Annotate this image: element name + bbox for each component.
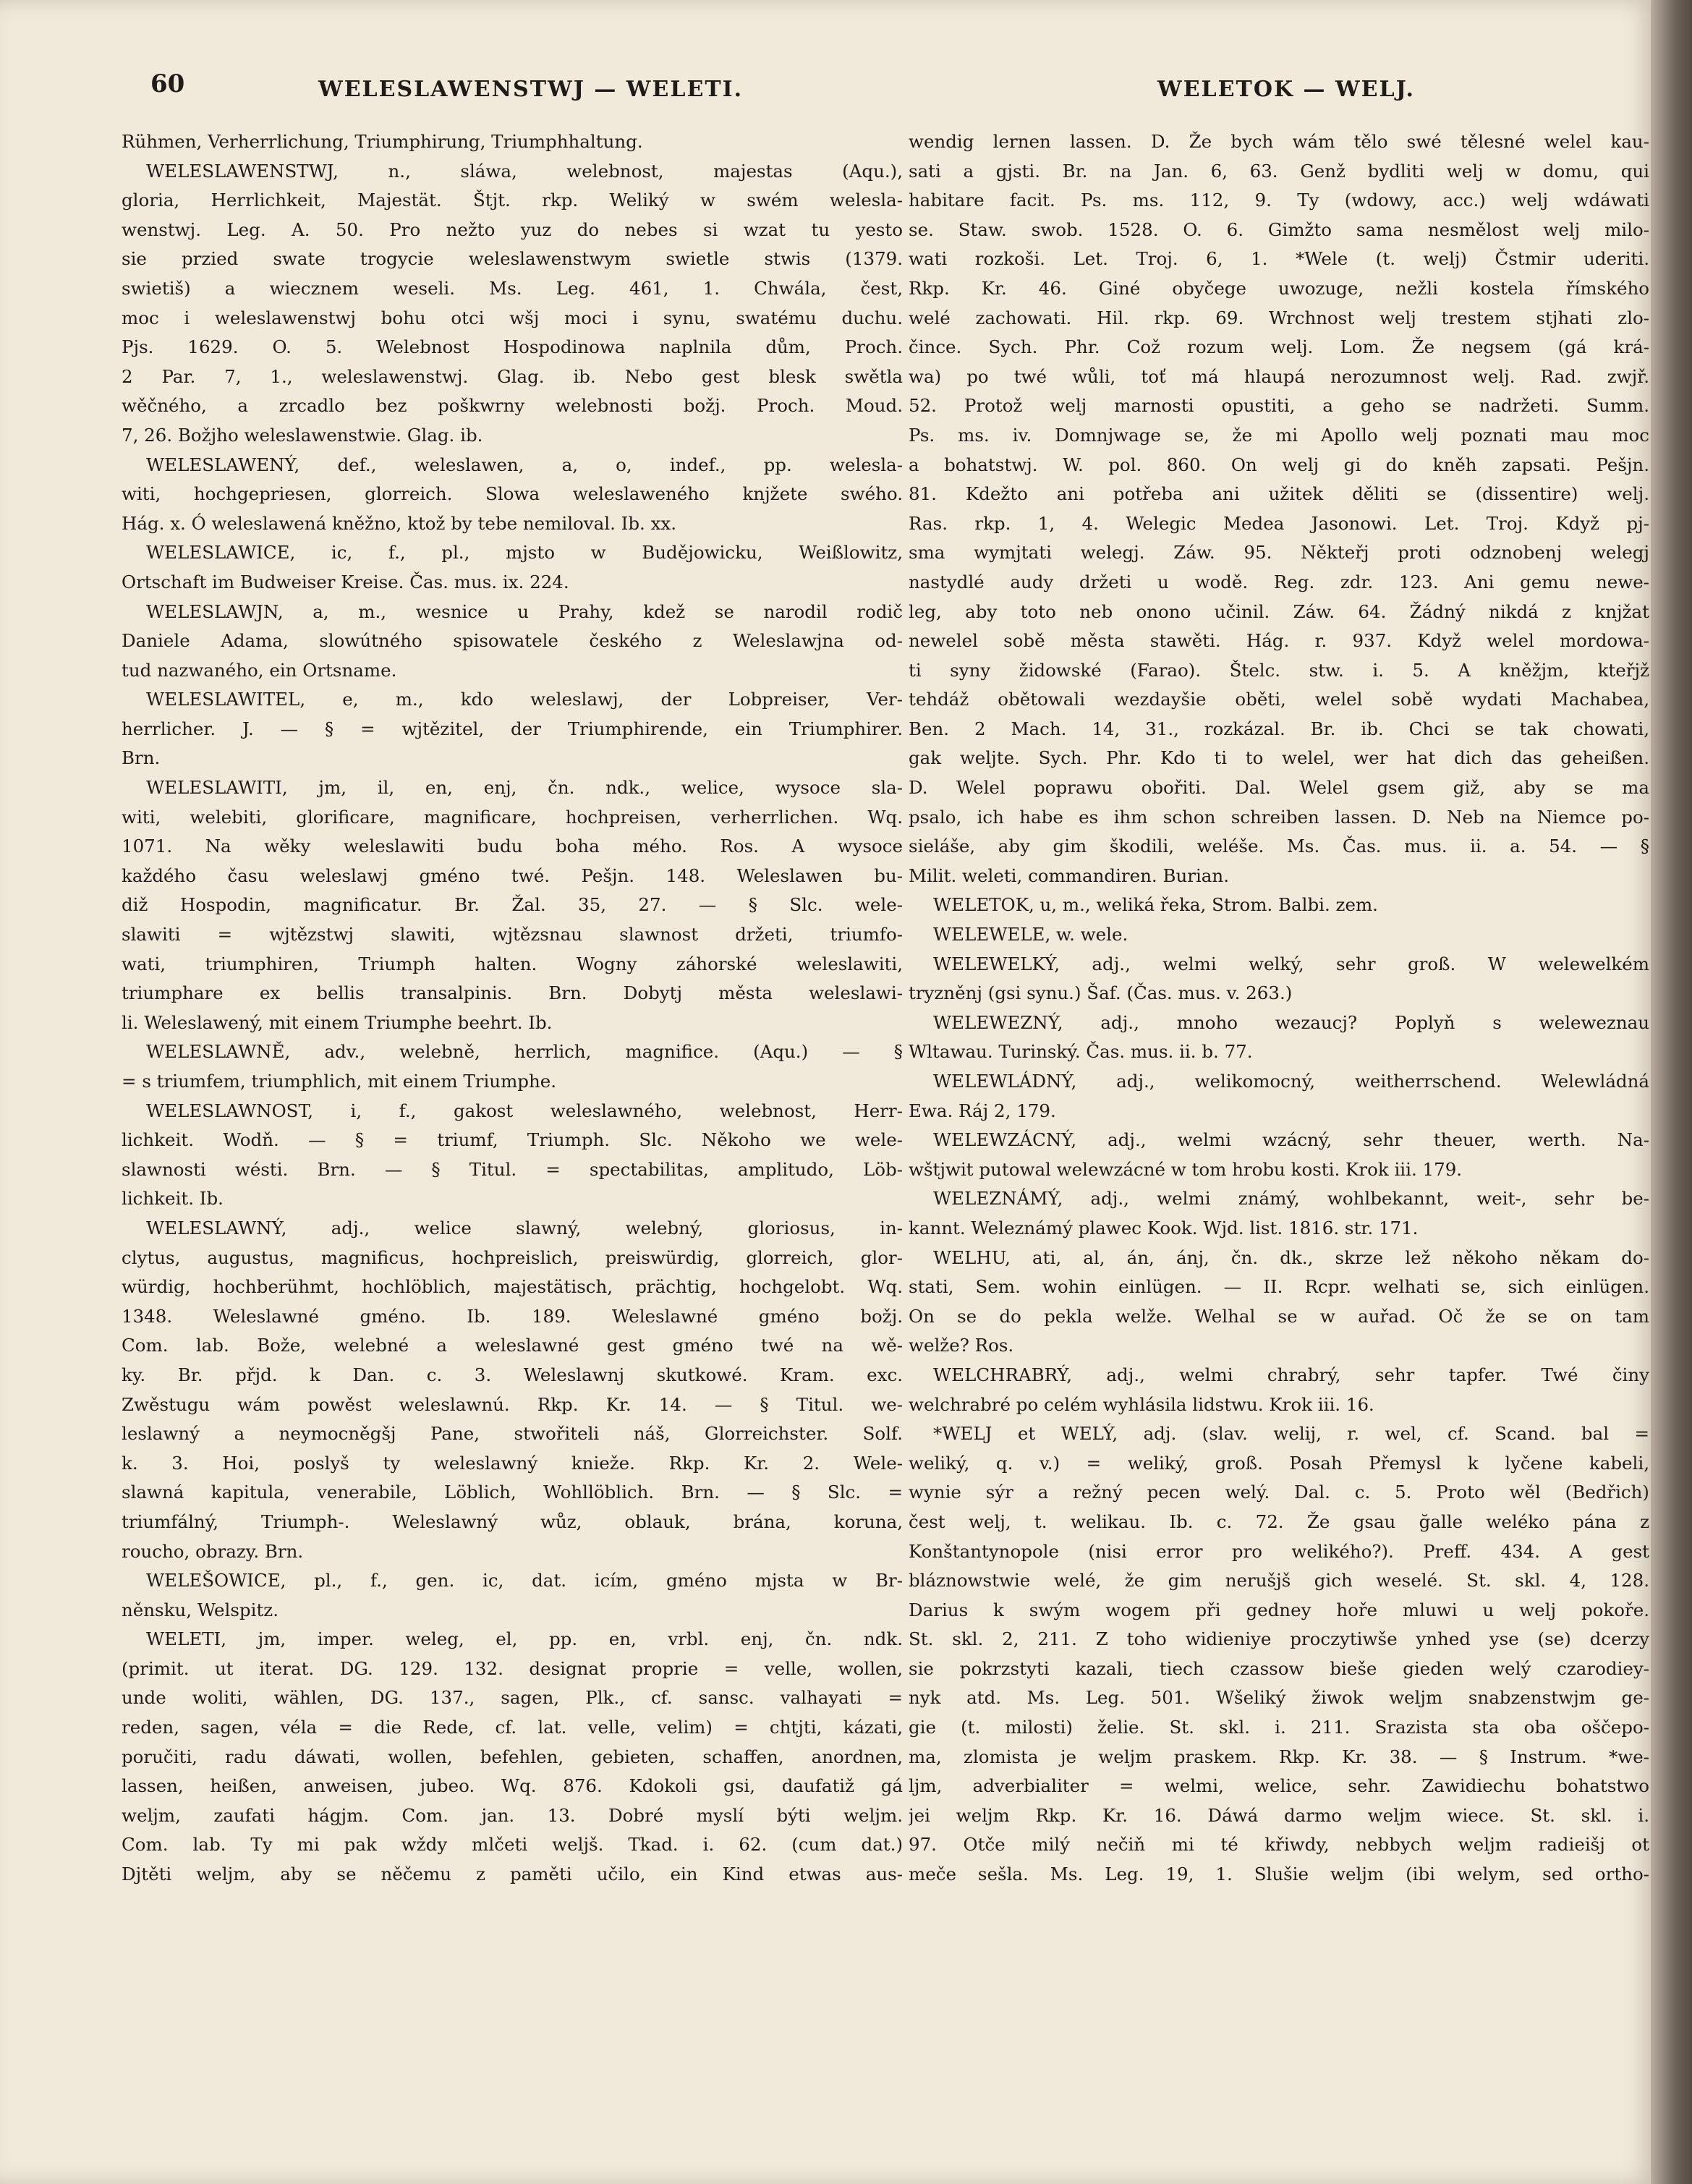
- text-line: čince. Sych. Phr. Což rozum welj. Lom. Že negsem (gá krá-: [909, 336, 1649, 358]
- text-line: Com. lab. Ty mi pak wždy mlčeti welјš. Tkad. i. 62. (cum dat.): [122, 1834, 903, 1856]
- text-line: něnsku, Welspitz.: [122, 1599, 279, 1620]
- text-line: Ortschaft im Budweiser Kreise. Čas. mus. ix. 224.: [122, 571, 569, 592]
- text-line: každého času weleslawj gméno twé. Pešjn. 148. Weleslawen bu-: [122, 864, 903, 886]
- text-line: WELESLAWNĚ, adv., welebně, herrlich, magnifice. (Aqu.) — §: [146, 1041, 903, 1063]
- text-line: WELESLAWITI, jm, il, en, enj, čn. ndk., welice, wysoce sla-: [146, 777, 903, 799]
- text-line: triumphare ex bellis transalpinis. Brn. Dobytj města weleslawi-: [122, 982, 903, 1004]
- text-line: Ras. rkp. 1, 4. Welegic Medea Jasonowi. Let. Troj. Když pj-: [909, 512, 1649, 534]
- text-line: poručiti, radu dáwati, wollen, befehlen, gebieten, schaffen, anordnen,: [122, 1746, 903, 1767]
- text-line: *WELJ et WELÝ, adj. (slav. welij, r. wel, cf. Scand. bal =: [933, 1423, 1649, 1445]
- text-line: lichkeit. Wodň. — § = triumf, Triumph. Slc. Někoho we wele-: [122, 1129, 903, 1151]
- text-line: clytus, augustus, magnificus, hochpreislich, preiswürdig, glorreich, glor-: [122, 1246, 903, 1268]
- text-line: On se do pekla welže. Welhal se w auřad. Oč že se on tam: [909, 1305, 1649, 1327]
- running-header-left: WELESLAWENSTWJ — WELETI.: [318, 77, 744, 102]
- text-line: Rühmen, Verherrlichung, Triumphirung, Triumphhaltung.: [122, 131, 643, 152]
- text-line: 7, 26. Božjho weleslawenstwie. Glag. ib.: [122, 424, 483, 446]
- text-line: gie (t. milosti) želie. St. skl. i. 211. Srazista sta oba oščepo-: [909, 1717, 1649, 1738]
- text-line: wati, triumphiren, Triumph halten. Wogny záhorské weleslawiti,: [122, 953, 903, 974]
- text-line: meče sešla. Ms. Leg. 19, 1. Slušie weljm (ibi welym, sed ortho-: [909, 1864, 1649, 1885]
- text-line: 1348. Weleslawné gméno. Ib. 189. Weleslawné gméno božj.: [122, 1305, 903, 1327]
- text-line: WELEWLÁDNÝ, adj., welikomocný, weitherrschend. Welewládná: [933, 1071, 1649, 1092]
- text-line: kannt. Weleznámý plawec Kook. Wjd. list. 1816. str. 171.: [909, 1217, 1419, 1238]
- text-line: WELESLAWENSTWJ, n., sláwa, welebnost, majestas (Aqu.),: [146, 160, 903, 182]
- text-line: unde woliti, wählen, DG. 137., sagen, Plk., cf. sansc. valhayati =: [122, 1687, 903, 1709]
- text-line: WELEWELE, w. wele.: [933, 924, 1128, 946]
- text-line: wa) po twé wůli, toť má hlaupá nerozumnost welj. Rad. zwjř.: [909, 365, 1649, 387]
- text-line: li. Weleslawený, mit einem Triumphe beehrt. Ib.: [122, 1011, 553, 1033]
- text-line: diž Hospodin, magnificatur. Br. Žal. 35, 27. — § Slc. wele-: [122, 894, 903, 916]
- text-line: sieláše, aby gim škodili, weléše. Ms. Čas. mus. ii. a. 54. — §: [909, 836, 1649, 857]
- text-line: gak weljte. Sych. Phr. Kdo ti to welel, wer hat dich das geheißen.: [909, 747, 1649, 769]
- text-line: leg, aby toto neb onono učinil. Záw. 64. Žádný nikdá z knjžat: [909, 600, 1649, 622]
- text-line: WELCHRABRÝ, adj., welmi chrabrý, sehr tapfer. Twé činy: [933, 1364, 1649, 1385]
- text-line: sie pokrzstyti kazali, tiech czassow bieše gieden welý czarodiey-: [909, 1657, 1649, 1679]
- text-line: Darius k swým wogem při gedney hoře mluwi u welj pokoře.: [909, 1599, 1649, 1620]
- text-line: Daniele Adama, slowútného spisowatele českého z Weleslawjna od-: [122, 630, 903, 652]
- text-line: Milit. weleti, commandiren. Burian.: [909, 864, 1229, 886]
- text-line: WELEŠOWICE, pl., f., gen. ic, dat. icím, gméno mjsta w Br-: [146, 1570, 903, 1592]
- text-line: slawná kapitula, venerabile, Löblich, Wohllöblich. Brn. — § Slc. =: [122, 1482, 903, 1503]
- text-line: WELHU, ati, al, án, ánj, čn. dk., skrze lež někoho někam do-: [933, 1246, 1649, 1268]
- text-line: leslawný a neymocněgšj Pane, stwořiteli náš, Glorreichster. Solf.: [122, 1423, 903, 1445]
- text-line: Brn.: [122, 747, 161, 769]
- text-line: 2 Par. 7, 1., weleslawenstwj. Glag. ib. Nebo gest blesk swětla: [122, 365, 903, 387]
- text-line: newelel sobě města stawěti. Hág. r. 937. Když welel mordowa-: [909, 630, 1649, 652]
- text-line: reden, sagen, véla = die Rede, cf. lat. velle, velim) = chtjti, kázati,: [122, 1717, 903, 1738]
- text-line: stati, Sem. wohin einlügen. — II. Rcpr. welhati se, sich einlügen.: [909, 1276, 1649, 1298]
- page-number: 60: [150, 69, 185, 98]
- text-line: psalo, ich habe es ihm schon schreiben lassen. D. Neb na Niemce po-: [909, 806, 1649, 828]
- text-line: lichkeit. Ib.: [122, 1188, 224, 1210]
- text-line: witi, hochgepriesen, glorreich. Slowa weleslaweného knjžete swého.: [122, 483, 903, 505]
- text-line: moc i weleslawenstwj bohu otci wšj moci i synu, swatému duchu.: [122, 307, 903, 328]
- page-edge-shadow: [1651, 0, 1692, 2184]
- text-line: herrlicher. J. — § = wjtězitel, der Triumphirende, ein Triumphirer.: [122, 718, 903, 739]
- text-line: sma wymjtati welegj. Záw. 95. Někteřj proti odznobenj welegj: [909, 542, 1649, 564]
- text-line: 1071. Na wěky weleslawiti budu boha mého. Ros. A wysoce: [122, 836, 903, 857]
- text-line: = s triumfem, triumphlich, mit einem Triumphe.: [122, 1071, 557, 1092]
- text-line: Hág. x. Ó weleslawená kněžno, ktož by tebe nemiloval. Ib. xx.: [122, 512, 677, 534]
- text-line: nastydlé audy držeti u wodě. Reg. zdr. 123. Ani gemu newe-: [909, 571, 1649, 592]
- text-line: bláznowstwie welé, že gim nerušjš gich weselé. St. skl. 4, 128.: [909, 1570, 1649, 1592]
- text-line: WELEWZÁCNÝ, adj., welmi wzácný, sehr theuer, werth. Na-: [933, 1129, 1649, 1151]
- text-line: wendig lernen lassen. D. Že bych wám tělo swé tělesné welel kau-: [909, 131, 1649, 152]
- text-line: WELEWELKÝ, adj., welmi welký, sehr groß. W welewelkém: [933, 953, 1649, 974]
- text-line: Ben. 2 Mach. 14, 31., rozkázal. Br. ib. Chci se tak chowati,: [909, 718, 1649, 739]
- text-line: tehdáž obětowali wezdayšie oběti, welel sobě wydati Machabea,: [909, 689, 1649, 710]
- text-line: wštjwit putowal welewzácné w tom hrobu kosti. Krok iii. 179.: [909, 1158, 1463, 1180]
- text-line: Zwěstugu wám powěst weleslawnú. Rkp. Kr. 14. — § Titul. we-: [122, 1393, 903, 1415]
- text-line: Ewa. Ráj 2, 179.: [909, 1100, 1056, 1121]
- text-line: ky. Br. přjd. k Dan. c. 3. Weleslawnj skutkowé. Kram. exc.: [122, 1364, 903, 1385]
- text-line: ljm, adverbialiter = welmi, welice, sehr. Zawidiechu bohatstwo: [909, 1775, 1649, 1797]
- text-line: weljm, zaufati hágjm. Com. jan. 13. Dobré myslí býti weljm.: [122, 1804, 903, 1826]
- right-column: [909, 127, 1649, 1890]
- text-line: Konštantynopole (nisi error pro welikého?). Preff. 434. A gest: [909, 1540, 1649, 1562]
- text-line: swietiš) a wiecznem weseli. Ms. Leg. 461, 1. Chwála, čest,: [122, 277, 903, 299]
- text-line: WELESLAWICE, ic, f., pl., mjsto w Budějowicku, Weißlowitz,: [146, 542, 903, 564]
- text-line: roucho, obrazy. Brn.: [122, 1540, 304, 1562]
- running-header-right: WELETOK — WELJ.: [1157, 77, 1415, 102]
- text-line: Djtěti weljm, aby se něčemu z paměti učilo, ein Kind etwas aus-: [122, 1864, 903, 1885]
- text-line: WELESLAWNÝ, adj., welice slawný, welebný, gloriosus, in-: [146, 1217, 903, 1238]
- text-line: Rkp. Kr. 46. Giné obyčege uwozuge, nežli kostela římského: [909, 277, 1649, 299]
- text-line: St. skl. 2, 211. Z toho widieniye proczytiwše ynhed yse (se) dcerzy: [909, 1628, 1649, 1650]
- text-line: Com. lab. Bože, welebné a weleslawné gest gméno twé na wě-: [122, 1335, 903, 1356]
- text-line: sati a gjsti. Br. na Jan. 6, 63. Genž bydliti welj w domu, qui: [909, 160, 1649, 182]
- text-line: WELESLAWJN, a, m., wesnice u Prahy, kdež se narodil rodič: [146, 600, 903, 622]
- text-line: habitare facit. Ps. ms. 112, 9. Ty (wdowy, acc.) welj wdáwati: [909, 190, 1649, 211]
- text-line: čest welj, t. welikau. Ib. c. 72. Že gsau ğalle weléko pána z: [909, 1510, 1649, 1532]
- text-line: tud nazwaného, ein Ortsname.: [122, 659, 397, 681]
- text-line: D. Welel poprawu obořiti. Dal. Welel gsem giž, aby se ma: [909, 777, 1649, 799]
- text-line: 52. Protož welj marnosti opustiti, a geho se nadržeti. Summ.: [909, 395, 1649, 417]
- text-line: WELETI, jm, imper. weleg, el, pp. en, vrbl. enj, čn. ndk.: [146, 1628, 903, 1650]
- text-line: slawnosti wésti. Brn. — § Titul. = spectabilitas, amplitudo, Löb-: [122, 1158, 903, 1180]
- text-line: WELESLAWITEL, e, m., kdo weleslawj, der Lobpreiser, Ver-: [146, 689, 903, 710]
- text-line: welchrabré po celém wyhlásila lidstwu. Krok iii. 16.: [909, 1393, 1374, 1415]
- text-line: jei weljm Rkp. Kr. 16. Dáwá darmo weljm wiece. St. skl. i.: [909, 1804, 1649, 1826]
- left-column: [122, 127, 903, 1890]
- text-line: tryzněnj (gsi synu.) Šaf. (Čas. mus. v. 263.): [909, 982, 1293, 1004]
- text-line: WELETOK, u, m., weliká řeka, Strom. Balbi. zem.: [933, 894, 1378, 916]
- text-line: wenstwj. Leg. A. 50. Pro nežto yuz do nebes si wzat tu yesto: [122, 218, 903, 240]
- text-line: wati rozkoši. Let. Troj. 6, 1. *Wele (t. welj) Čstmir uderiti.: [909, 248, 1649, 270]
- text-line: lassen, heißen, anweisen, jubeo. Wq. 876. Kdokoli gsi, daufatiž gá: [122, 1775, 903, 1797]
- text-line: nyk atd. Ms. Leg. 501. Wšeliký žiwok weljm snabzenstwjm ge-: [909, 1687, 1649, 1709]
- text-line: Pjs. 1629. O. 5. Welebnost Hospodinowa naplnila dům, Proch.: [122, 336, 903, 358]
- text-line: wynie sýr a režný pecen welý. Dal. c. 5. Proto wěl (Bedřich): [909, 1482, 1649, 1503]
- text-line: witi, welebiti, glorificare, magnificare, hochpreisen, verherrlichen. Wq.: [122, 806, 903, 828]
- text-line: k. 3. Hoi, poslyš ty weleslawný knieže. Rkp. Kr. 2. Wele-: [122, 1452, 903, 1474]
- text-line: ti syny židowské (Farao). Štelc. stw. i. 5. A kněžjm, kteřjž: [909, 659, 1649, 681]
- text-line: WELEZNÁMÝ, adj., welmi známý, wohlbekannt, weit-, sehr be-: [933, 1188, 1649, 1210]
- text-line: wěčného, a zrcadlo bez poškwrny welebnosti božj. Proch. Moud.: [122, 395, 903, 417]
- text-line: sie przied swate trogycie weleslawenstwym swietle stwis (1379.: [122, 248, 903, 270]
- text-line: WELEWEZNÝ, adj., mnoho wezaucj? Poplyň s weleweznau: [933, 1011, 1649, 1033]
- text-line: triumfálný, Triumph-. Weleslawný wůz, oblauk, brána, koruna,: [122, 1510, 903, 1532]
- text-line: welže? Ros.: [909, 1335, 1014, 1356]
- text-line: (primit. ut iterat. DG. 129. 132. designat proprie = velle, wollen,: [122, 1657, 903, 1679]
- text-line: Wltawau. Turinský. Čas. mus. ii. b. 77.: [909, 1041, 1253, 1063]
- text-line: 81. Kdežto ani potřeba ani užitek děliti se (dissentire) welj.: [909, 483, 1649, 505]
- text-line: slawiti = wjtězstwj slawiti, wjtězsnau slawnost držeti, triumfo-: [122, 924, 903, 946]
- text-line: welé zachowati. Hil. rkp. 69. Wrchnost welj trestem stjhati zlo-: [909, 307, 1649, 328]
- text-line: ma, zlomista je weljm praskem. Rkp. Kr. 38. — § Instrum. *we-: [909, 1746, 1649, 1767]
- text-line: se. Staw. swob. 1528. O. 6. Gimžto sama nesmělost welj milo-: [909, 218, 1649, 240]
- text-line: WELESLAWENÝ, def., weleslawen, a, o, indef., pp. welesla-: [146, 454, 903, 475]
- text-line: WELESLAWNOST, i, f., gakost weleslawného, welebnost, Herr-: [146, 1100, 903, 1121]
- text-line: weliký, q. v.) = weliký, groß. Posah Přemysl k lyčene kabeli,: [909, 1452, 1649, 1474]
- text-line: a bohatstwj. W. pol. 860. On welj gi do kněh zapsati. Pešjn.: [909, 454, 1649, 475]
- text-line: würdig, hochberühmt, hochlöblich, majestätisch, prächtig, hochgelobt. Wq.: [122, 1276, 903, 1298]
- text-line: gloria, Herrlichkeit, Majestät. Štjt. rkp. Weliký w swém welesla-: [122, 190, 903, 211]
- text-line: Ps. ms. iv. Domnjwage se, že mi Apollo welj poznati mau moc: [909, 424, 1649, 446]
- text-line: 97. Otče milý nečiň mi té křiwdy, nebbych weljm radieišj ot: [909, 1834, 1649, 1856]
